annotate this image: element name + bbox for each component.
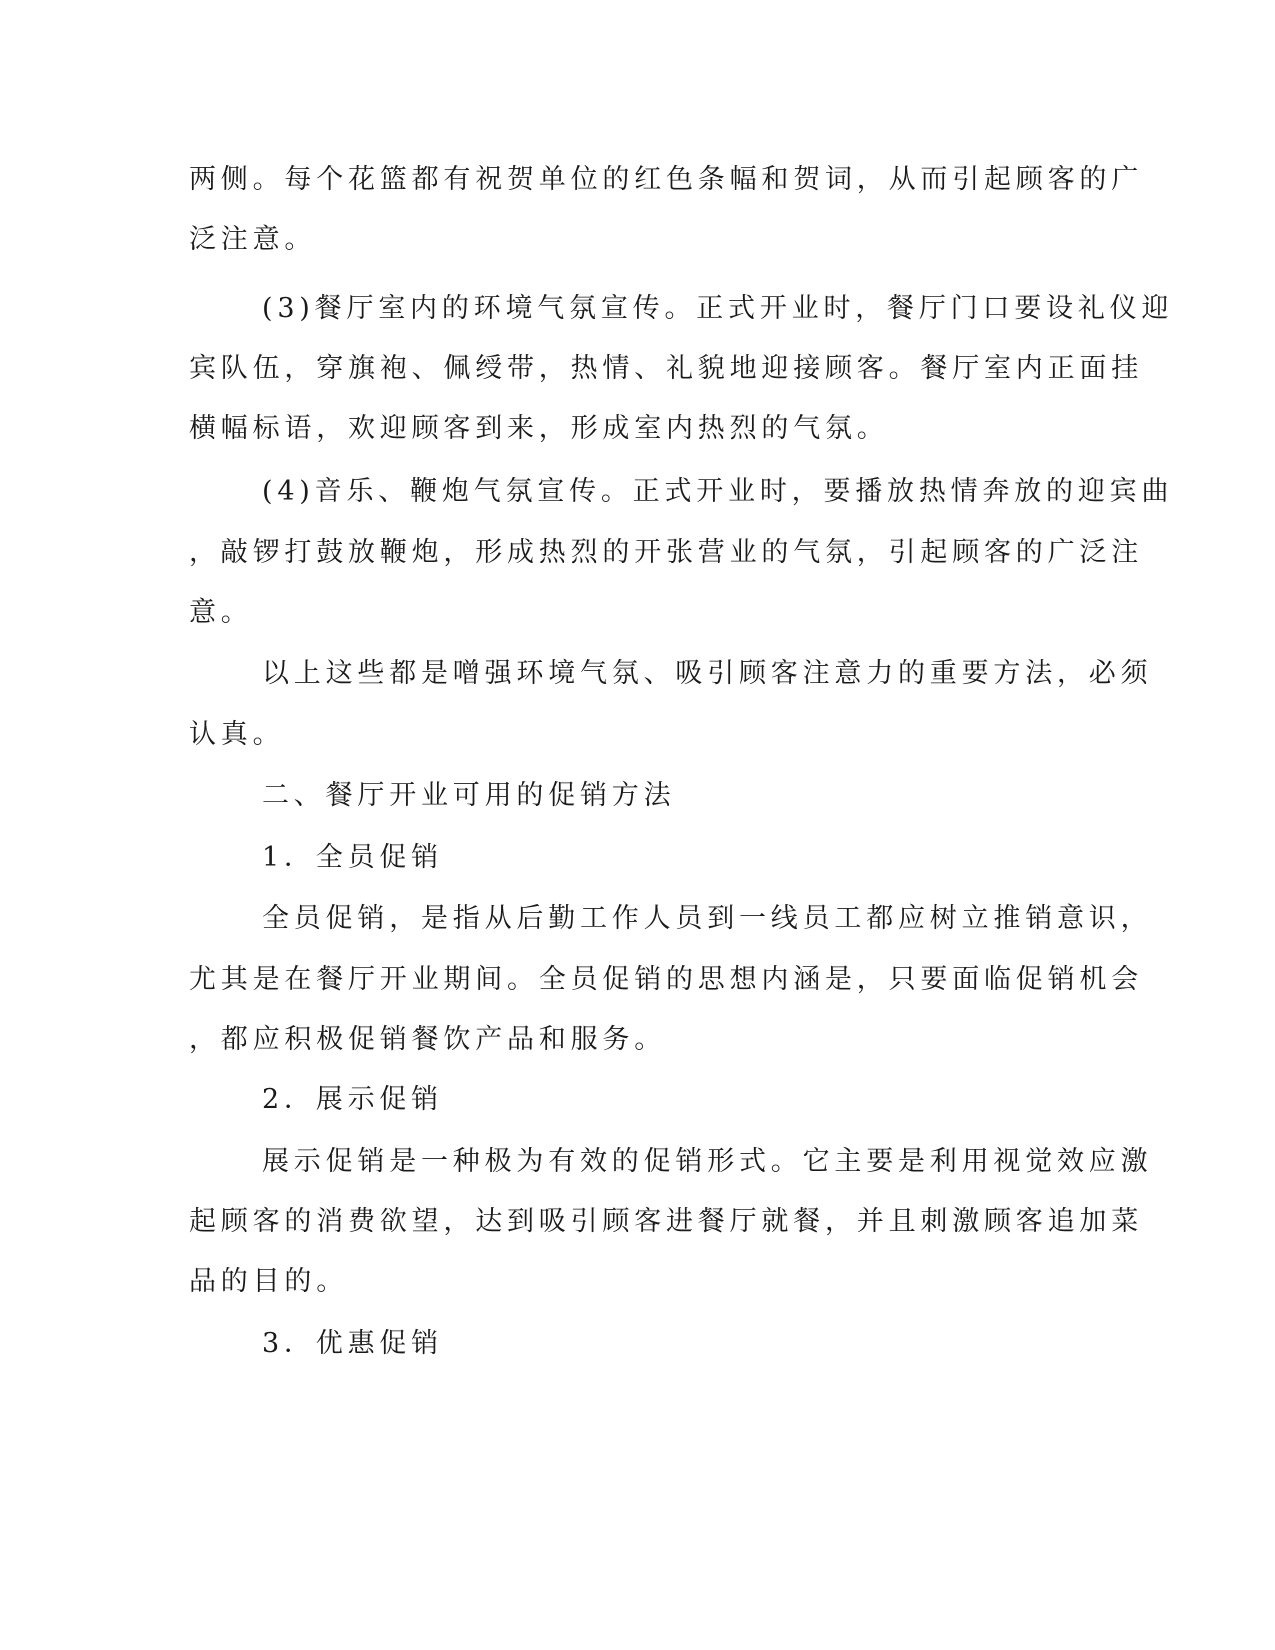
paragraph-line: 全员促销，是指从后勤工作人员到一线员工都应树立推销意识， [262,903,1153,934]
text-line: 两侧。每个花篮都有祝贺单位的红色条幅和贺词，从而引起顾客的广 [189,164,1143,195]
text-line: 宾队伍，穿旗袍、佩绶带，热情、礼貌地迎接顾客。餐厅室内正面挂 [189,353,1143,384]
text-line: 泛注意。 [189,224,317,255]
subheading-2: 2．展示促销 [262,1084,443,1115]
text-line: 尤其是在餐厅开业期间。全员促销的思想内涵是，只要面临促销机会 [189,964,1143,995]
subheading-1: 1．全员促销 [262,842,443,873]
paragraph-3-line: (3)餐厅室内的环境气氛宣传。正式开业时，餐厅门口要设礼仪迎 [262,293,1174,324]
summary-line: 以上这些都是噌强环境气氛、吸引顾客注意力的重要方法，必须 [262,658,1153,689]
text-line: 品的目的。 [189,1266,348,1297]
section-heading: 二、餐厅开业可用的促销方法 [262,780,676,811]
text-line: 认真。 [189,719,285,750]
paragraph-4-line: (4)音乐、鞭炮气氛宣传。正式开业时，要播放热情奔放的迎宾曲 [262,476,1174,507]
paragraph-line: 展示促销是一种极为有效的促销形式。它主要是利用视觉效应激 [262,1146,1153,1177]
text-line: 意。 [189,597,253,628]
text-line: ，敲锣打鼓放鞭炮，形成热烈的开张营业的气氛，引起顾客的广泛注 [189,537,1143,568]
text-line: 横幅标语，欢迎顾客到来，形成室内热烈的气氛。 [189,413,889,444]
text-line: 起顾客的消费欲望，达到吸引顾客进餐厅就餐，并且刺激顾客追加菜 [189,1206,1143,1237]
text-line: ，都应积极促销餐饮产品和服务。 [189,1024,666,1055]
subheading-3: 3．优惠促销 [262,1328,443,1359]
